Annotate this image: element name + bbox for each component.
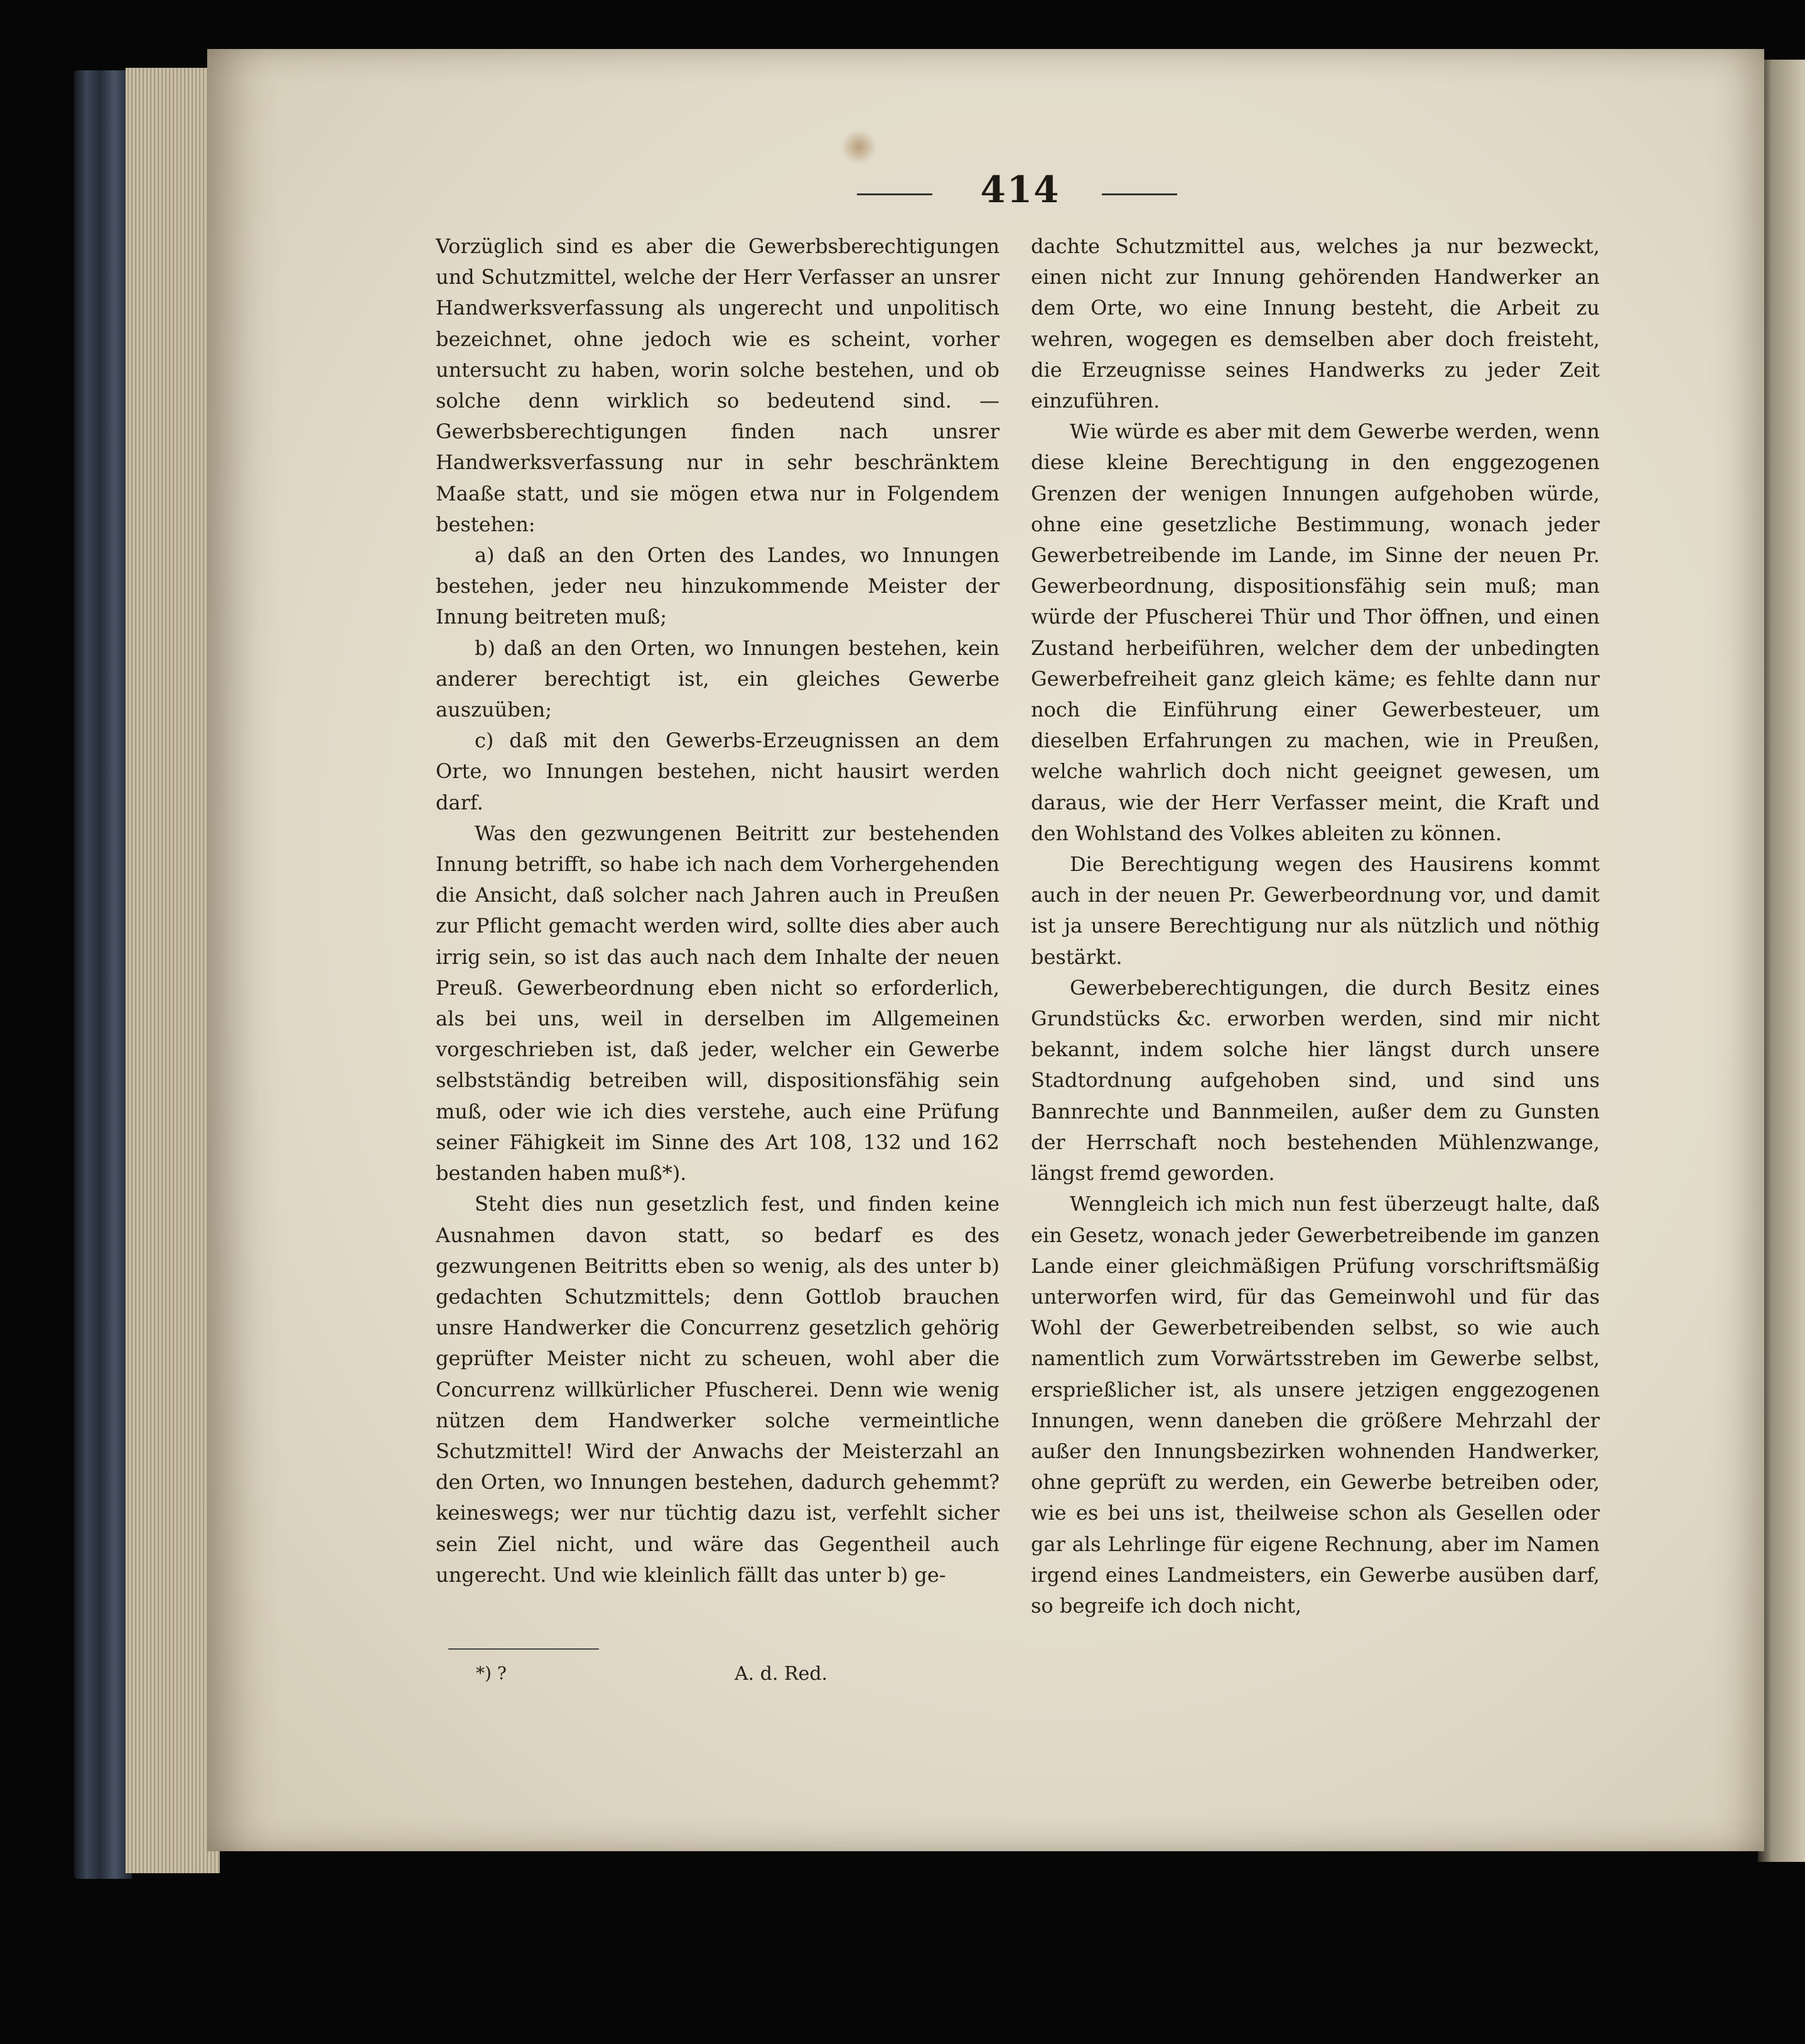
paragraph: Gewerbeberechtigungen, die durch Besitz eines Grundstücks &c. erworben werden, sind mir nicht bekannt, indem solche hier längst durch unsere Stadtordnung aufgehoben sind, und sind uns Bannrechte und Bannmeilen, außer dem zu Gunsten der Herrschaft noch bestehenden Mühlenzwange, längst fremd geworden. [1031,975,1600,1186]
paragraph: Steht dies nun gesetzlich fest, und finden keine Ausnahmen davon statt, so bedarf es des gezwungenen Beitritts eben so wenig, als des unter b) gedachten Schutzmittels; denn Gottlob brauchen unsre Handwerker die Concurrenz gesetzlich gehörig geprüfter Meister nicht zu scheuen, wohl aber die Concurrenz willkürlicher Pfuscherei. Denn wie wenig nützen dem Handwerker solche vermeintliche Schutzmittel! Wird der Anwachs der Meisterzahl an den Orten, wo Innungen bestehen, dadurch gehemmt? keineswegs; wer nur tüchtig dazu ist, verfehlt sicher sein Ziel nicht, und wäre das Gegentheil auch ungerecht. Und wie kleinlich fällt das unter b) ge- [436,1192,999,1587]
book-spine [74,70,132,1879]
next-page-edge [1758,60,1805,1862]
list-item: c) daß mit den Gewerbs-Erzeugnissen an dem Orte, wo Innungen bestehen, nicht hausirt werden darf. [436,728,999,814]
paragraph: Was den gezwungenen Beitritt zur bestehenden Innung betrifft, so habe ich nach dem Vorhergehenden die Ansicht, daß solcher nach Jahren auch in Preußen zur Pflicht gemacht werden wird, sollte dies aber auch irrig sein, so ist das auch nach dem Inhalte der neuen Preuß. Gewerbeordnung eben nicht so erforderlich, als bei uns, weil in derselben im Allgemeinen vorgeschrieben ist, daß jeder, welcher ein Gewerbe selbstständig betreiben will, dispositionsfähig sein muß, oder wie ich dies verstehe, auch eine Prüfung seiner Fähigkeit im Sinne des Art 108, 132 und 162 bestanden haben muß*). [436,821,999,1186]
footnote-rule [448,1648,599,1650]
paragraph: Vorzüglich sind es aber die Gewerbsberechtigungen und Schutzmittel, welche der Herr Verfasser an unsrer Handwerksverfassung als ungerecht und unpolitisch bezeichnet, ohne jedoch wie es scheint, vorher untersucht zu haben, worin solche bestehen, und ob solche denn wirklich so bedeutend sind. — Gewerbsberechtigungen finden nach unsrer Handwerksverfassung nur in sehr beschränktem Maaße statt, und sie mögen etwa nur in Folgendem bestehen: [436,234,999,536]
list-item: a) daß an den Orten des Landes, wo Innungen bestehen, jeder neu hinzukommende Meister der Innung beitreten muß; [436,543,999,629]
header-rule-right [1102,193,1177,195]
page-edges [126,68,220,1873]
page-number: 414 [980,168,1060,211]
footnote-attribution: A. d. Red. [735,1663,828,1685]
list-item: b) daß an den Orten, wo Innungen bestehen, kein anderer berechtigt ist, ein gleiches Gewerbe auszuüben; [436,635,999,722]
left-column [436,231,999,1591]
paragraph: Die Berechtigung wegen des Hausirens kommt auch in der neuen Pr. Gewerbeordnung vor, und damit ist ja unsere Berechtigung nur als nützlich und nöthig bestärkt. [1031,852,1600,969]
paper-stain [840,131,878,163]
footnote-mark: *) ? [476,1663,507,1684]
paragraph: Wie würde es aber mit dem Gewerbe werden, wenn diese kleine Berechtigung in den enggezogenen Grenzen der wenigen Innungen aufgehoben würde, ohne eine gesetzliche Bestimmung, wonach jeder Gewerbetreibende im Lande, im Sinne der neuen Pr. Gewerbeordnung, dispositionsfähig sein muß; man würde der Pfuscherei Thür und Thor öffnen, und einen Zustand herbeiführen, welcher dem der unbedingten Gewerbefreiheit ganz gleich käme; es fehlte dann nur noch die Einführung einer Gewerbesteuer, um dieselben Erfahrungen zu machen, wie in Preußen, welche wahrlich doch nicht geeignet gewesen, um daraus, wie der Herr Verfasser meint, die Kraft und den Wohlstand des Volkes ableiten zu können. [1031,419,1600,845]
paragraph: Wenngleich ich mich nun fest überzeugt halte, daß ein Gesetz, wonach jeder Gewerbetreibende im ganzen Lande einer gleichmäßigen Prüfung vorschriftsmäßig unterworfen wird, für das Gemeinwohl und für das Wohl der Gewerbetreibenden selbst, so wie auch namentlich zum Vorwärtsstreben im Gewerbe selbst, ersprießlicher ist, als unsere jetzigen enggezogenen Innungen, wenn daneben die größere Mehrzahl der außer den Innungsbezirken wohnenden Handwerker, ohne geprüft zu werden, ein Gewerbe betreiben oder, wie es bei uns ist, theilweise schon als Gesellen oder gar als Lehrlinge für eigene Rechnung, aber im Namen irgend eines Landmeisters, ein Gewerbe ausüben darf, so begreife ich doch nicht, [1031,1192,1600,1618]
page-header [857,168,1234,212]
right-column [1031,231,1600,1621]
header-rule-left [857,193,932,195]
paragraph: dachte Schutzmittel aus, welches ja nur bezweckt, einen nicht zur Innung gehörenden Handwerker an dem Orte, wo eine Innung besteht, die Arbeit zu wehren, wogegen es demselben aber doch freisteht, die Erzeugnisse seines Handwerks zu jeder Zeit einzuführen. [1031,234,1600,413]
